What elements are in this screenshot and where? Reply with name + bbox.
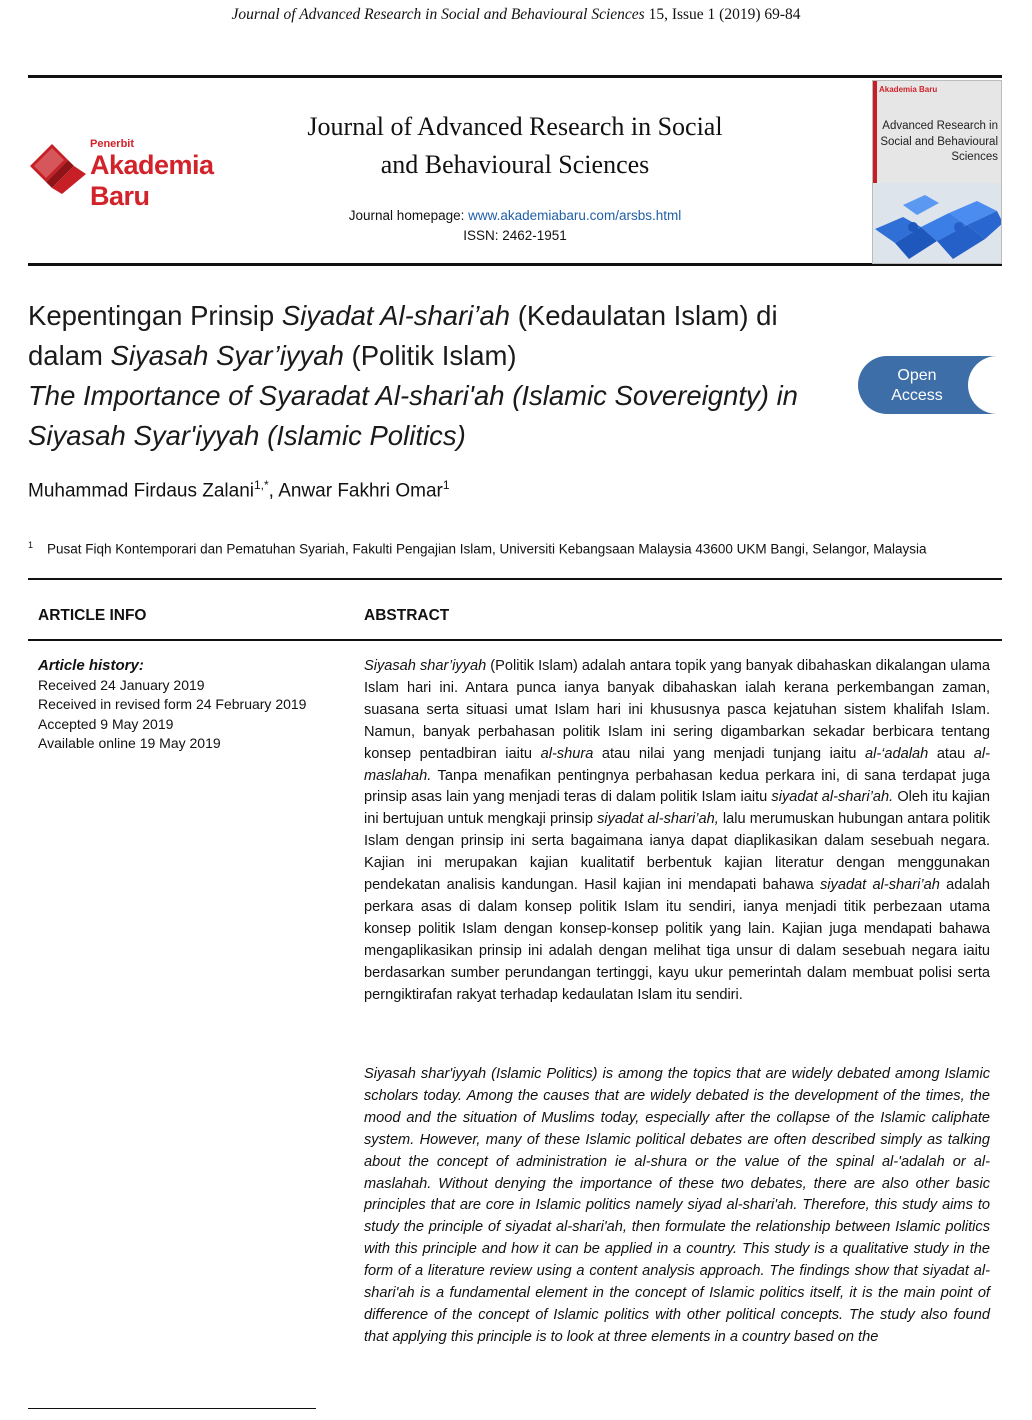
author-separator: , [268,480,279,502]
article-info-heading: ARTICLE INFO [38,607,147,624]
running-header-journal: Journal of Advanced Research in Social and Behavioural Sciences [231,6,645,23]
abstract-heading: ABSTRACT [364,607,450,624]
author-2[interactable]: Anwar Fakhri Omar [278,480,443,502]
abs-my-s12: lalu merumuskan hubungan antara politik Islam dengan prinsip ini serta bagaimana ianya dapat diaplikasikan dalam sesebuah negara. Kajian ini merupakan kajian kualitatif berbentuk kajian literatur dengan menggunakan pendekatan analisis kandungan. Hasil kajian ini mendapati bahawa [364,811,990,894]
abs-my-s8: Tanpa menafikan pentingnya perbahasan kedua perkara ini, di sana terdapat juga prinsip asas lain yang menjadi teras di dalam politik Islam iaitu [364,767,990,806]
footnote-rule [28,1408,316,1409]
article-history [38,656,306,754]
abstract-english: Siyasah shar'iyyah (Islamic Politics) is among the topics that are widely debated among Islamic scholars today. Among the causes that are widely debated is the development of the times, the mood and the situation of Muslims today, especially after the collapse of the Islamic caliphate system. However, many of these Islamic political debates are often described simply as talking about the concept of administration ie al-shura or the value of the spinal al-'adalah or al-maslahah. Without denying the importance of these two debates, there are also other basic principles that are core in Islamic politics namely siyad al-shari'ah. Therefore, this study aims to study the principle of siyadat al-shari'ah, then formulate the relationship between Islamic politics with this principle and how it can be applied in a country. This study is a qualitative study in the form of a literature review using a content analysis approach. The findings show that siyadat al-shari'ah is a fundamental element in the concept of Islamic politics itself, it is the main point of difference of the concept of Islamic politics with other political concepts. The study also found that applying this principle is to look at three elements in a country based on the [364,1066,990,1345]
journal-cover-image [872,80,1002,264]
open-access-line-2: Access [891,387,943,404]
issn-text: ISSN: 2462-1951 [463,228,567,243]
author-1[interactable]: Muhammad Firdaus Zalani [28,480,254,502]
abs-my-s2: (Politik Islam) adalah antara topik yang banyak dibahaskan dikalangan ulama Islam hari ini. Antara punca ianya banyak dibahaskan ialah kerana perkembangan zaman, suasana serta situasi umat Islam hari ini khususnya pasca kejatuhan sistem khalifah Islam. Namun, banyak perbahasan politik Islam ini sering digambarkan sekadar berbicara tentang konsep pentadbiran iaitu [364,658,991,762]
history-revised: Received in revised form 24 February 2019 [38,696,307,712]
abs-my-s11: siyadat al-shari’ah, [597,811,719,828]
book-logo-icon [28,138,90,198]
homepage-label: Journal homepage: [348,208,469,223]
header-top-rule [28,75,1002,78]
title-l2-c: (Politik Islam) [343,340,517,371]
abs-my-s6: atau [928,745,974,762]
journal-title [272,108,758,184]
affiliation-text: Pusat Fiqh Kontemporari dan Pematuhan Syariah, Fakulti Pengajian Islam, Universiti Kebangsaan Malaysia 43600 UKM Bangi, Selangor, Malaysia [47,541,927,557]
history-accepted: Accepted 9 May 2019 [38,715,174,732]
title-l1-c: (Kedaulatan Islam) di [510,300,778,331]
abs-my-s3: al-shura [540,745,594,762]
history-heading: Article history: [38,657,144,674]
publisher-name: Akademia Baru [90,150,214,211]
title-line-4: Siyasah Syar'iyyah (Islamic Politics) [28,420,466,451]
journal-homepage [272,206,758,246]
abs-my-s13: siyadat al-shari’ah [820,877,940,894]
abs-my-s9: siyadat al-shari’ah. [771,789,894,806]
publisher-logo[interactable] [28,138,268,211]
abstract-malay [364,656,990,1007]
open-access-label [858,366,976,406]
history-online: Available online 19 May 2019 [38,735,221,751]
running-header [0,6,1032,24]
title-l1-b: Siyadat Al-shari’ah [281,300,511,331]
puzzle-pieces-icon [873,183,1002,263]
abs-my-s1: Siyasah shar’iyyah [364,658,487,674]
header-bottom-rule [28,263,1002,266]
homepage-link[interactable]: www.akademiabaru.com/arsbs.html [468,208,682,223]
journal-title-line-2: and Behavioural Sciences [380,150,650,179]
author-2-sup: 1 [442,478,450,492]
history-received: Received 24 January 2019 [38,676,205,693]
running-header-issue: 15, Issue 1 (2019) 69-84 [644,6,801,23]
affiliation [28,540,927,557]
info-top-rule [28,578,1002,580]
title-line-1 [28,296,858,336]
publisher-small-label: Penerbit [90,138,135,150]
abs-my-s5: al-‘adalah [864,745,929,762]
authors [28,478,450,502]
affiliation-number: 1 [28,540,34,550]
abs-my-s14: adalah perkara asas di dalam konsep politik Islam itu sendiri, ianya menjadi titik perbezaan utama konsep politik Islam dengan konsep-konsep politik yang lain. Kajian juga mendapati bahawa mengaplikasikan prinsip ini adalah dengan melihat tiga unsur di dalam sesebuah negara iaitu berdasarkan sumber perundangan tertinggi, kayu ukur pemerintah dalam membuat polisi serta perngiktirafan rakyat terhadap kedaulatan Islam itu sendiri. [364,877,990,1003]
abs-my-s10: Oleh itu kajian ini bertujuan untuk mengkaji prinsip [364,789,990,828]
open-access-badge[interactable] [858,356,998,414]
title-l1-a: Kepentingan Prinsip [28,300,282,331]
cover-logo: Akademia Baru [879,85,938,94]
title-line-2 [28,336,858,376]
abs-my-s4: atau nilai yang menjadi tunjang iaitu [593,745,865,762]
open-access-line-1: Open [897,367,937,384]
article-title [28,296,858,456]
title-l2-b: Siyasah Syar’iyyah [110,340,344,371]
journal-title-line-1: Journal of Advanced Research in Social [307,112,723,141]
info-mid-rule [28,639,1002,641]
title-line-3: The Importance of Syaradat Al-shari'ah (Islamic Sovereignty) in [28,380,798,411]
cover-title: Advanced Research in Social and Behavioural Sciences [880,120,998,163]
abs-my-s7: al-maslahah. [364,745,990,784]
author-1-sup: 1,* [253,478,269,492]
title-l2-a: dalam [28,340,111,371]
